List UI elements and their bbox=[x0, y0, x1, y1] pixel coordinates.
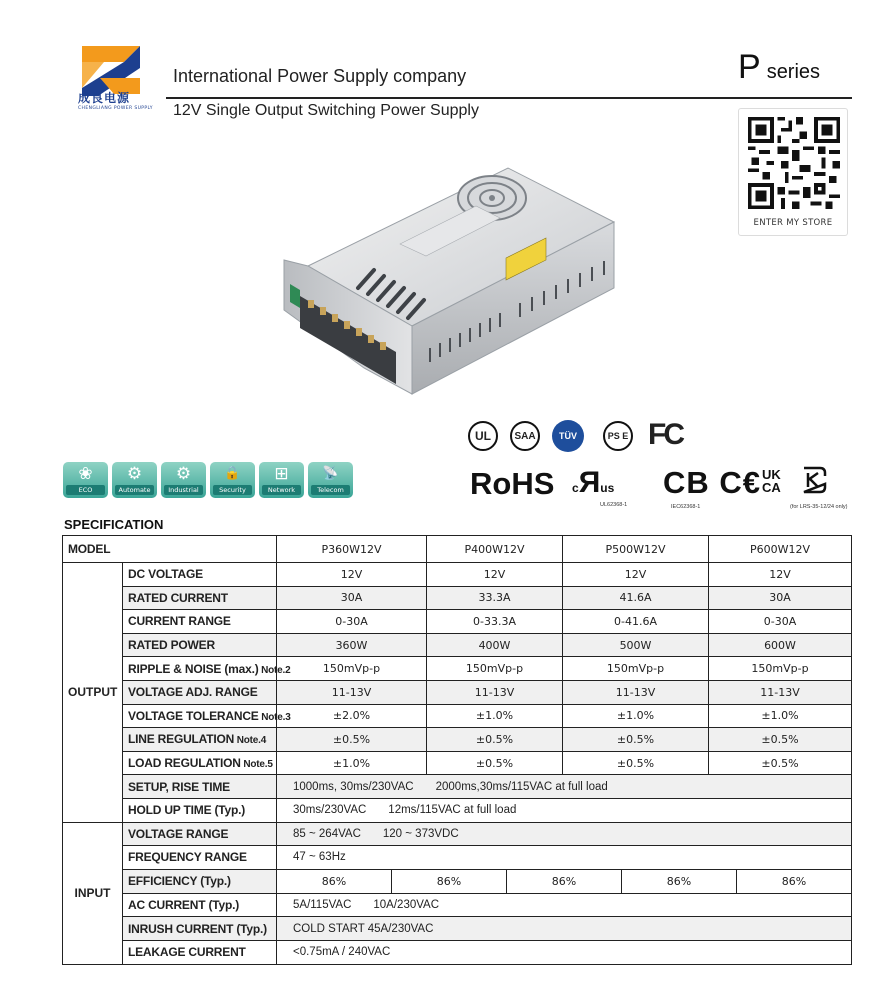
spec-row bbox=[63, 940, 852, 964]
spec-value-part: 5A/115VAC bbox=[293, 899, 352, 912]
series-title bbox=[738, 48, 820, 87]
spec-row bbox=[63, 657, 852, 681]
spec-value-span bbox=[277, 798, 852, 822]
spec-value: 33.3A bbox=[427, 586, 563, 610]
spec-param-label: VOLTAGE ADJ. RANGE bbox=[123, 680, 277, 704]
spec-row bbox=[63, 586, 852, 610]
spec-row bbox=[63, 893, 852, 917]
enter-store-link[interactable]: ENTER MY STORE bbox=[753, 218, 833, 228]
spec-value: ±1.0% bbox=[563, 704, 709, 728]
spec-value: ±0.5% bbox=[709, 728, 852, 752]
spec-param-label: EFFICIENCY (Typ.) bbox=[123, 869, 277, 893]
spec-value: ±0.5% bbox=[427, 751, 563, 775]
spec-value: ±0.5% bbox=[563, 728, 709, 752]
spec-value: 30A bbox=[277, 586, 427, 610]
spec-value-part: 10A/230VAC bbox=[373, 899, 440, 912]
lock-icon: 🔒 bbox=[224, 466, 241, 481]
ul-standard-note: UL62368-1 bbox=[600, 502, 628, 508]
spec-value-part: 47 ~ 63Hz bbox=[293, 851, 346, 864]
store-qr-card[interactable] bbox=[738, 108, 848, 236]
spec-param-note: Note.2 bbox=[258, 664, 291, 676]
spec-row bbox=[63, 822, 852, 846]
spec-row bbox=[63, 798, 852, 822]
spec-efficiency-value: 86% bbox=[621, 870, 736, 893]
spec-value-span bbox=[277, 917, 852, 941]
spec-efficiency-values bbox=[277, 870, 851, 893]
series-letter: P bbox=[738, 48, 761, 86]
spec-value: ±0.5% bbox=[427, 728, 563, 752]
spec-param-label: AC CURRENT (Typ.) bbox=[123, 893, 277, 917]
spec-value: 150mVp-p bbox=[427, 657, 563, 681]
network-icon: ⊞ bbox=[274, 464, 289, 484]
spec-group-output: OUTPUT bbox=[63, 563, 123, 823]
spec-value: 30A bbox=[709, 586, 852, 610]
eco-feature: ❀ ECO bbox=[63, 462, 108, 498]
spec-param-label: LEAKAGE CURRENT bbox=[123, 940, 277, 964]
spec-value: 11-13V bbox=[563, 680, 709, 704]
spec-value-span bbox=[277, 822, 852, 846]
spec-value-part: <0.75mA / 240VAC bbox=[293, 946, 391, 959]
spec-value: 0-33.3A bbox=[427, 610, 563, 634]
kc-cert-icon bbox=[800, 466, 827, 494]
spec-value: 11-13V bbox=[427, 680, 563, 704]
spec-efficiency-value: 86% bbox=[321, 874, 347, 888]
spec-param-label: LOAD REGULATION Note.5 bbox=[123, 751, 277, 775]
spec-param-label: SETUP, RISE TIME bbox=[123, 775, 277, 799]
spec-value: 500W bbox=[563, 633, 709, 657]
spec-efficiency-value: 86% bbox=[391, 870, 506, 893]
spec-group-input: INPUT bbox=[63, 822, 123, 964]
spec-value-span bbox=[277, 775, 852, 799]
spec-row bbox=[63, 728, 852, 752]
spec-value: 150mVp-p bbox=[563, 657, 709, 681]
spec-value-part: 2000ms,30ms/115VAC at full load bbox=[435, 780, 608, 793]
ul-recognized-icon: cЯus bbox=[572, 466, 615, 499]
spec-value: 12V bbox=[709, 563, 852, 587]
spec-value-part: COLD START 45A/230VAC bbox=[293, 922, 434, 935]
qr-code-icon[interactable] bbox=[748, 117, 840, 209]
series-word: series bbox=[766, 61, 821, 83]
spec-model-name: P500W12V bbox=[563, 536, 709, 563]
spec-header-row bbox=[63, 536, 852, 563]
spec-value-span bbox=[277, 893, 852, 917]
spec-param-label: DC VOLTAGE bbox=[123, 563, 277, 587]
pse-cert-icon: PS E bbox=[603, 421, 633, 451]
spec-row bbox=[63, 917, 852, 941]
spec-param-label: RATED CURRENT bbox=[123, 586, 277, 610]
spec-value: 150mVp-p bbox=[277, 657, 427, 681]
spec-row bbox=[63, 563, 852, 587]
tuv-cert-icon: TÜV bbox=[552, 420, 584, 452]
spec-row bbox=[63, 846, 852, 870]
spec-value: 150mVp-p bbox=[709, 657, 852, 681]
spec-value-part: 1000ms, 30ms/230VAC bbox=[293, 780, 414, 793]
spec-table bbox=[62, 535, 852, 965]
spec-value-part: 30ms/230VAC bbox=[293, 804, 367, 817]
spec-value: 400W bbox=[427, 633, 563, 657]
spec-value: ±0.5% bbox=[709, 751, 852, 775]
spec-value: ±2.0% bbox=[277, 704, 427, 728]
spec-value: 0-30A bbox=[277, 610, 427, 634]
spec-param-label: RATED POWER bbox=[123, 633, 277, 657]
spec-title: SPECIFICATION bbox=[64, 517, 164, 532]
spec-value: ±0.5% bbox=[563, 751, 709, 775]
gears-icon: ⚙ bbox=[175, 464, 192, 484]
spec-value: 360W bbox=[277, 633, 427, 657]
spec-model-name: P360W12V bbox=[277, 536, 427, 563]
spec-value: 600W bbox=[709, 633, 852, 657]
ul-cert-icon: UL bbox=[468, 421, 498, 451]
spec-param-label: HOLD UP TIME (Typ.) bbox=[123, 798, 277, 822]
feature-icons bbox=[63, 462, 353, 498]
spec-row bbox=[63, 704, 852, 728]
spec-param-label: VOLTAGE TOLERANCE Note.3 bbox=[123, 704, 277, 728]
header-divider bbox=[166, 97, 852, 99]
telecom-feature: 📡 Telecom bbox=[308, 462, 353, 498]
spec-value: ±1.0% bbox=[709, 704, 852, 728]
cb-ce-cert-icon: CB C€ bbox=[663, 465, 762, 500]
security-feature: 🔒 Security bbox=[210, 462, 255, 498]
spec-model-name: P400W12V bbox=[427, 536, 563, 563]
spec-model-name: P600W12V bbox=[709, 536, 852, 563]
rohs-cert-icon: RoHS bbox=[470, 466, 555, 501]
spec-value-part: 85 ~ 264VAC bbox=[293, 827, 361, 840]
spec-param-label: RIPPLE & NOISE (max.) Note.2 bbox=[123, 657, 277, 681]
power-supply-product-image bbox=[270, 148, 630, 398]
spec-param-label: LINE REGULATION Note.4 bbox=[123, 728, 277, 752]
spec-model-label: MODEL bbox=[63, 536, 277, 563]
brand-name-en: CHENGLIANG POWER SUPPLY bbox=[78, 106, 153, 111]
spec-row bbox=[63, 751, 852, 775]
spec-param-label: CURRENT RANGE bbox=[123, 610, 277, 634]
spec-row bbox=[63, 775, 852, 799]
industrial-feature: ⚙ Industrial bbox=[161, 462, 206, 498]
robot-arm-icon: ⚙ bbox=[126, 464, 143, 484]
spec-row bbox=[63, 680, 852, 704]
spec-value-part: 120 ~ 373VDC bbox=[382, 827, 459, 840]
spec-param-note: Note.5 bbox=[240, 759, 273, 771]
spec-value: 12V bbox=[277, 563, 427, 587]
brand-name-cn: 成良电源 bbox=[78, 91, 131, 105]
spec-value: 11-13V bbox=[277, 680, 427, 704]
spec-row bbox=[63, 633, 852, 657]
spec-param-label: FREQUENCY RANGE bbox=[123, 846, 277, 870]
ukca-cert-icon: UK CA bbox=[762, 467, 781, 495]
spec-value: ±1.0% bbox=[277, 751, 427, 775]
spec-value: ±1.0% bbox=[427, 704, 563, 728]
lrs-note: (for LRS-35-12/24 only) bbox=[790, 504, 848, 510]
antenna-icon: 📡 bbox=[322, 466, 339, 481]
network-feature: ⊞ Network bbox=[259, 462, 304, 498]
spec-value: 0-30A bbox=[709, 610, 852, 634]
spec-value: 41.6A bbox=[563, 586, 709, 610]
spec-efficiency-value: 86% bbox=[506, 870, 621, 893]
iec-standard-note: IEC62368-1 bbox=[671, 504, 701, 510]
automate-feature: ⚙ Automate bbox=[112, 462, 157, 498]
spec-value: 12V bbox=[563, 563, 709, 587]
spec-param-note: Note.3 bbox=[258, 711, 291, 723]
fcc-cert-icon: FC bbox=[648, 418, 682, 451]
saa-cert-icon: SAA bbox=[510, 421, 540, 451]
spec-value-span bbox=[277, 846, 852, 870]
spec-row bbox=[63, 610, 852, 634]
spec-value: 12V bbox=[427, 563, 563, 587]
spec-row bbox=[63, 869, 852, 893]
spec-param-note: Note.4 bbox=[234, 735, 267, 747]
spec-value: 11-13V bbox=[709, 680, 852, 704]
spec-value: 0-41.6A bbox=[563, 610, 709, 634]
product-subtitle: 12V Single Output Switching Power Supply bbox=[173, 102, 479, 119]
spec-value-part: 12ms/115VAC at full load bbox=[388, 804, 517, 817]
spec-value: ±0.5% bbox=[277, 728, 427, 752]
leaf-icon: ❀ bbox=[78, 464, 93, 484]
spec-param-label: INRUSH CURRENT (Typ.) bbox=[123, 917, 277, 941]
company-name: International Power Supply company bbox=[173, 66, 467, 86]
spec-efficiency-value: 86% bbox=[736, 870, 851, 893]
spec-efficiency-cell bbox=[277, 869, 852, 893]
spec-param-label: VOLTAGE RANGE bbox=[123, 822, 277, 846]
spec-value-span bbox=[277, 940, 852, 964]
